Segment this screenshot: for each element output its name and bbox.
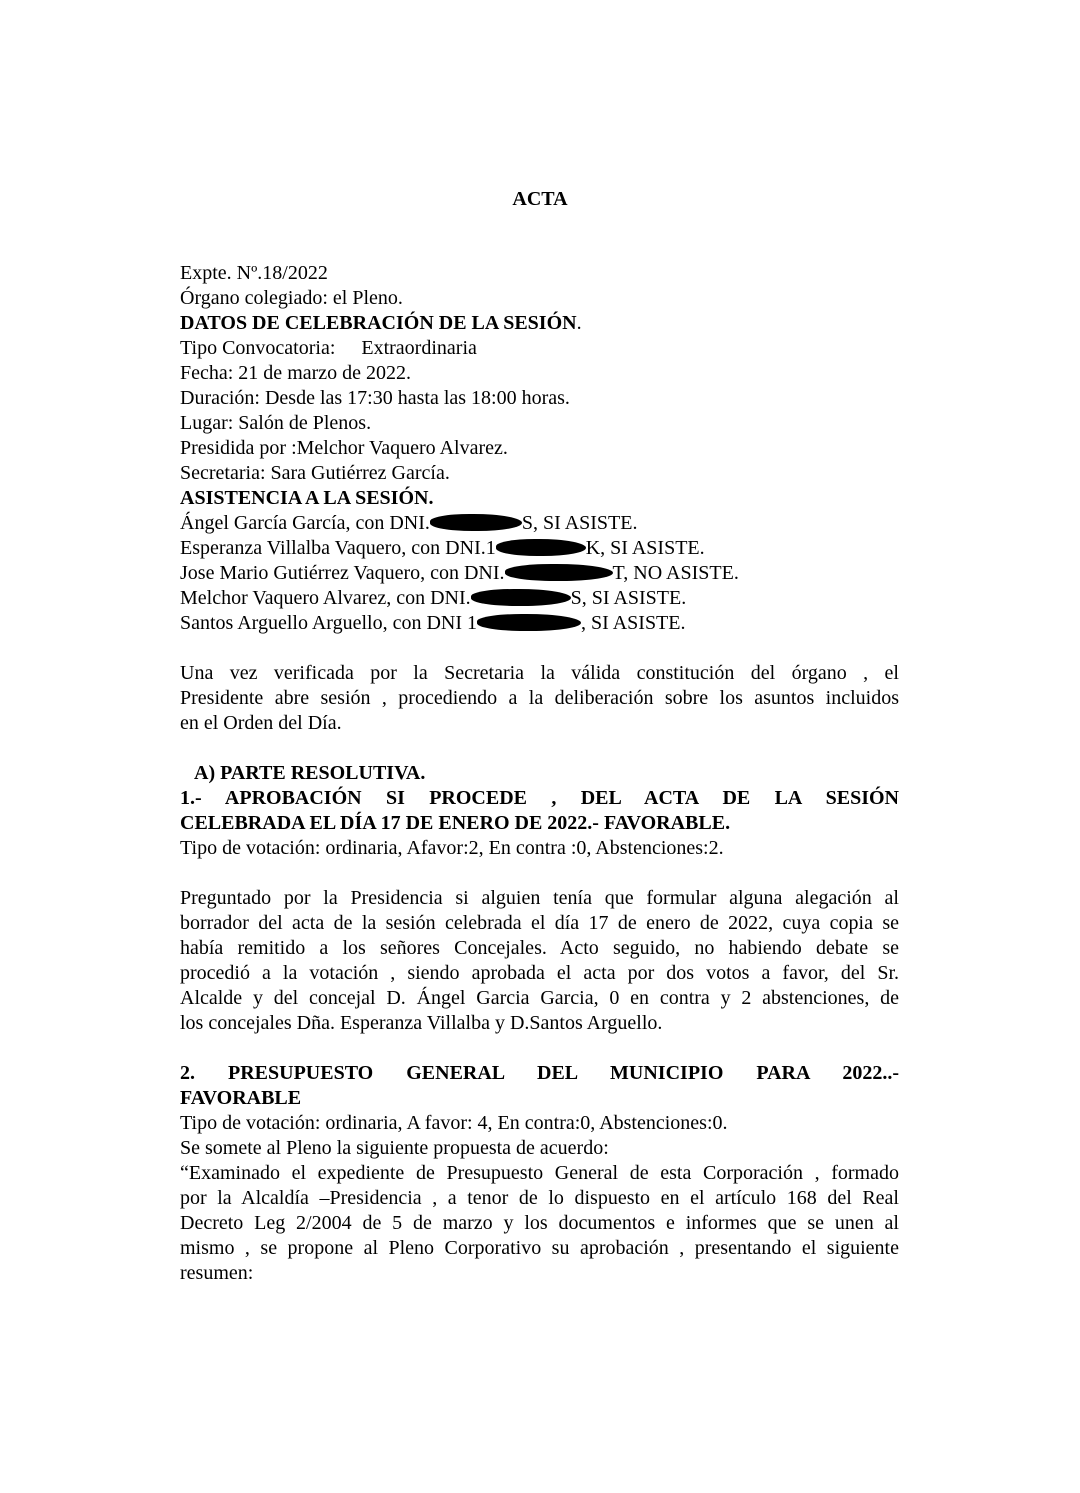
- item1-heading: 1.- APROBACIÓN SI PROCEDE , DEL ACTA DE LA SESIÓN CELEBRADA EL DÍA 17 DE ENERO DE 2022.- FAVORABLE.: [180, 787, 899, 834]
- redaction-mark: [477, 614, 581, 631]
- item1-votacion: Tipo de votación: ordinaria, Afavor:2, En contra :0, Abstenciones:2.: [180, 837, 724, 859]
- item2-propuesta: Se somete al Pleno la siguiente propuesta de acuerdo:: [180, 1137, 609, 1159]
- duracion-line: Duración: Desde las 17:30 hasta las 18:00 horas.: [180, 387, 570, 409]
- tipo-convocatoria-line: [180, 336, 899, 361]
- asistencia-row: Jose Mario Gutiérrez Vaquero, con DNI. T, NO ASISTE.: [180, 562, 739, 584]
- lugar-line: Lugar: Salón de Plenos.: [180, 412, 372, 434]
- fecha-line: Fecha: 21 de marzo de 2022.: [180, 362, 412, 384]
- tipo-value: Extraordinaria: [361, 337, 477, 359]
- asistencia-row: Esperanza Villalba Vaquero, con DNI.1 K, SI ASISTE.: [180, 537, 705, 559]
- organo-line: Órgano colegiado: el Pleno.: [180, 287, 403, 309]
- item2-heading: 2. PRESUPUESTO GENERAL DEL MUNICIPIO PARA 2022..- FAVORABLE: [180, 1062, 899, 1109]
- datos-heading-line: [180, 311, 899, 336]
- datos-heading: DATOS DE CELEBRACIÓN DE LA SESIÓN: [180, 312, 577, 334]
- redaction-mark: [505, 564, 613, 581]
- secretaria-line: Secretaria: Sara Gutiérrez García.: [180, 462, 450, 484]
- asistencia-row: Santos Arguello Arguello, con DNI 1 , SI ASISTE.: [180, 612, 686, 634]
- asistencia-row: Ángel García García, con DNI. S, SI ASISTE.: [180, 512, 638, 534]
- parte-resolutiva-heading: A) PARTE RESOLUTIVA.: [194, 762, 426, 784]
- redaction-mark: [430, 514, 522, 531]
- datos-heading-punct: .: [576, 312, 582, 334]
- item2-paragraph: “Examinado el expediente de Presupuesto General de esta Corporación , formado por la Alcaldía –Presidencia , a tenor de lo dispuesto en el artículo 168 del Real Decreto Leg 2/2004 de 5 de marzo y los documentos e informes que se unen al mismo , se propone al Pleno Corporativo su aprobación , presentando el siguiente resumen:: [180, 1162, 899, 1284]
- document-title: ACTA: [512, 188, 568, 210]
- item1-paragraph: Preguntado por la Presidencia si alguien tenía que formular alguna alegación al borrador del acta de la sesión celebrada el día 17 de enero de 2022, cuya copia se había remitido a los señores Concejales. Acto seguido, no habiendo debate se procedió a la votación , siendo aprobada el acta por dos votos a favor, del Sr. Alcalde y del concejal D. Ángel Garcia Garcia, 0 en contra y 2 abstenciones, de los concejales Dña. Esperanza Villalba y D.Santos Arguello.: [180, 887, 899, 1034]
- tipo-label: Tipo Convocatoria:: [180, 337, 336, 359]
- presidida-line: Presidida por :Melchor Vaquero Alvarez.: [180, 437, 508, 459]
- item2-votacion: Tipo de votación: ordinaria, A favor: 4, En contra:0, Abstenciones:0.: [180, 1112, 728, 1134]
- redaction-mark: [471, 589, 571, 606]
- redaction-mark: [496, 539, 586, 556]
- expediente-line: Expte. Nº.18/2022: [180, 262, 328, 284]
- asistencia-heading: ASISTENCIA A LA SESIÓN.: [180, 487, 434, 509]
- asistencia-row: Melchor Vaquero Alvarez, con DNI. S, SI ASISTE.: [180, 587, 687, 609]
- document-body: [180, 261, 899, 1286]
- intro-paragraph: Una vez verificada por la Secretaria la válida constitución del órgano , el Presidente abre sesión , procediendo a la deliberación sobre los asuntos incluidos en el Orden del Día.: [180, 662, 899, 734]
